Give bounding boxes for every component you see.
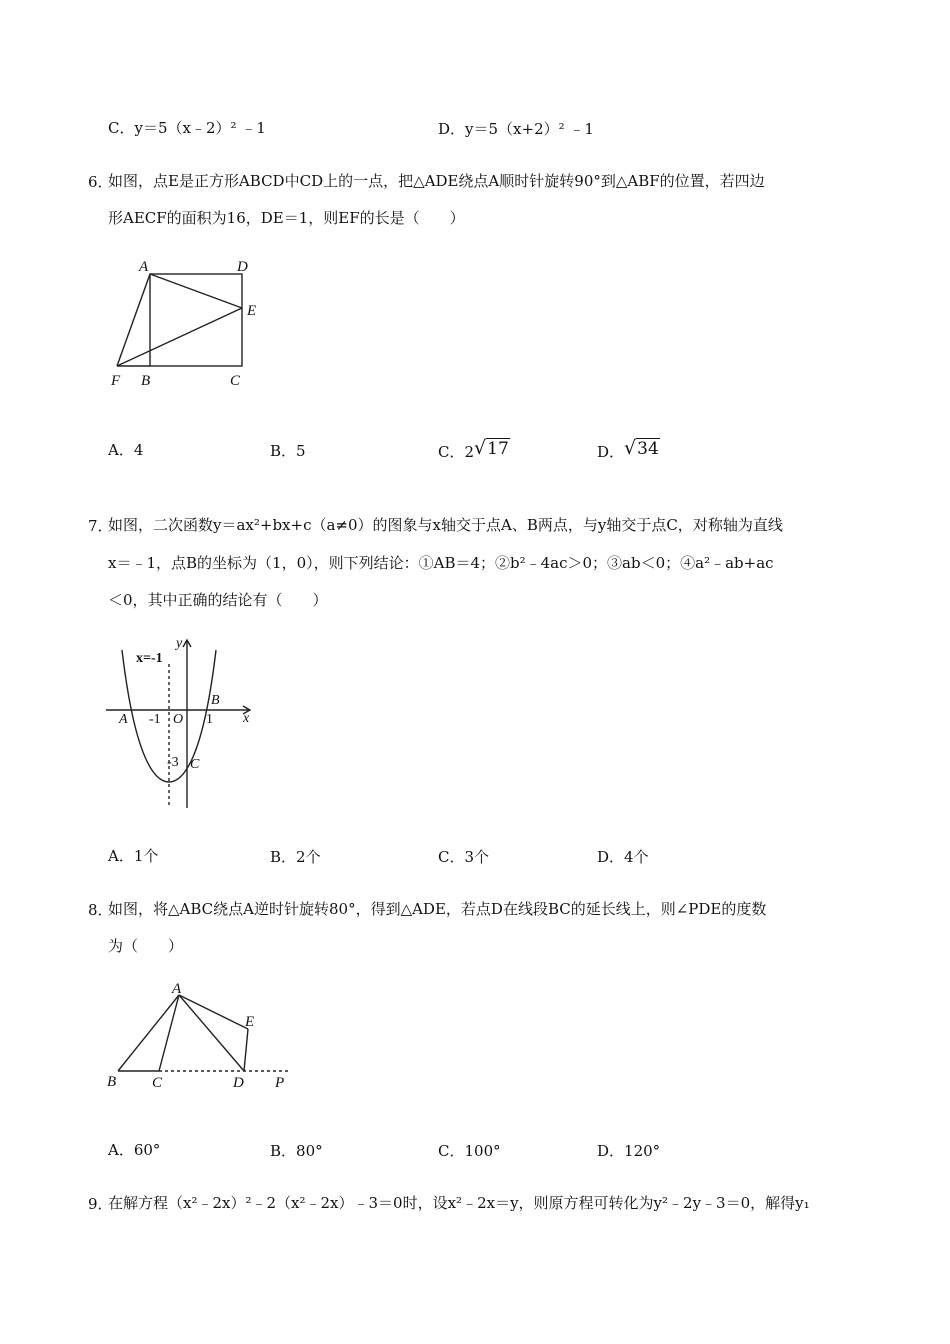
q7-label-b: B [211, 693, 220, 708]
q7-label-neg3: -3 [167, 755, 179, 770]
q6-label-c: C [230, 373, 241, 389]
q8-option-c-value: 100° [464, 1142, 501, 1160]
q7-text-line3: ＜0，其中正确的结论有（ ） [108, 591, 328, 609]
q6-number: 6． [88, 173, 113, 191]
q6-option-d[interactable] [597, 437, 660, 462]
q6-segment-ae [150, 274, 242, 308]
q7-label-o: O [173, 712, 184, 727]
q7-label-a: A [119, 712, 128, 727]
q7-text-line1: 如图，二次函数y＝ax²+bx+c（a≠0）的图象与x轴交于点A、B两点，与y轴交于点C，对称轴为直线 [108, 516, 783, 534]
q5-option-c[interactable] [108, 119, 266, 137]
q7-option-b-label: B． [270, 848, 297, 866]
q6-option-d-label: D． [597, 443, 625, 461]
q9-text-line1: 在解方程（x²﹣2x）²﹣2（x²﹣2x）﹣3＝0时，设x²﹣2x＝y，则原方程可转化为y²﹣2y﹣3＝0，解得y₁ [108, 1194, 810, 1212]
q6-option-b-label: B． [270, 442, 297, 460]
q5-options [108, 118, 266, 138]
q6-segment-fe [117, 308, 242, 366]
q5-option-d-expr: y＝5（x+2）² ﹣1 [465, 120, 594, 138]
q6-option-a-label: A． [108, 441, 134, 459]
q7-option-c[interactable] [438, 846, 489, 867]
q7-label-symmetry: x=-1 [136, 651, 163, 666]
q8-option-d-value: 120° [624, 1142, 661, 1160]
q7-label-c: C [190, 757, 200, 772]
q8-text-line1: 如图，将△ABC绕点A逆时针旋转80°，得到△ADE，若点D在线段BC的延长线上，则∠PDE的度数 [108, 900, 767, 918]
q8-option-b-value: 80° [296, 1142, 323, 1160]
q6-label-f: F [111, 373, 121, 389]
q6-figure [105, 252, 275, 392]
q8-label-e: E [245, 1014, 255, 1030]
q6-option-c[interactable] [438, 437, 510, 462]
q7-option-b-value: 2个 [296, 848, 321, 866]
q7-option-d-value: 4个 [624, 848, 649, 866]
q8-option-b[interactable] [270, 1140, 323, 1161]
q7-figure [100, 630, 270, 815]
q6-label-a: A [139, 259, 149, 275]
q7-option-a-label: A． [108, 847, 134, 865]
sqrt-icon: √ [624, 437, 637, 459]
q6-option-c-radicand: 17 [487, 439, 509, 459]
q5-option-d[interactable] [438, 118, 594, 139]
q7-label-neg1: -1 [149, 712, 161, 727]
q6-segment-af [117, 274, 150, 366]
q6-option-d-radicand: 34 [637, 439, 659, 459]
q6-label-d: D [237, 259, 248, 275]
q6-option-a-value: 4 [133, 441, 144, 459]
q5-option-d-label: D． [438, 120, 466, 138]
q8-label-c: C [152, 1075, 163, 1091]
q6-label-e: E [247, 303, 257, 319]
q8-segment-ab [118, 995, 179, 1071]
q8-label-d: D [233, 1075, 244, 1091]
q8-figure [100, 975, 300, 1095]
q7-option-b[interactable] [270, 846, 321, 867]
q7-option-d-label: D． [597, 848, 625, 866]
q7-option-a[interactable] [108, 846, 158, 866]
q8-option-a-value: 60° [133, 1141, 161, 1159]
q7-label-x: x [243, 711, 250, 726]
q8-number: 8． [88, 901, 113, 919]
q8-label-b: B [107, 1074, 117, 1090]
q8-segment-de [244, 1029, 248, 1071]
q7-option-a-value: 1个 [133, 847, 159, 865]
q6-option-b-value: 5 [296, 442, 306, 460]
q8-option-c-label: C． [438, 1142, 465, 1160]
q5-option-c-expr: y＝5（x﹣2）² ﹣1 [134, 119, 266, 137]
q7-option-c-label: C． [438, 848, 465, 866]
q6-text-line2: 形AECF的面积为16，DE＝1，则EF的长是（ ） [108, 209, 465, 227]
q6-option-c-label: C． [438, 443, 465, 461]
sqrt-icon: √ [474, 437, 487, 459]
q8-option-d[interactable] [597, 1140, 660, 1161]
q6-label-b: B [141, 373, 151, 389]
q6-text-line1: 如图，点E是正方形ABCD中CD上的一点，把△ADE绕点A顺时针旋转90°到△ABF的位置，若四边 [108, 172, 765, 190]
q8-label-p: P [275, 1075, 285, 1091]
q8-option-a[interactable] [108, 1140, 160, 1160]
q8-option-a-label: A． [108, 1141, 134, 1159]
q7-label-y: y [176, 636, 183, 651]
q6-option-a[interactable] [108, 440, 143, 460]
q6-option-c-coef: 2 [464, 443, 475, 461]
q6-option-b[interactable] [270, 440, 306, 461]
q7-label-one: 1 [206, 712, 213, 727]
q8-option-c[interactable] [438, 1140, 501, 1161]
q8-text-line2: 为（ ） [108, 937, 184, 955]
q8-option-d-label: D． [597, 1142, 625, 1160]
q8-option-b-label: B． [270, 1142, 297, 1160]
q7-number: 7． [88, 517, 113, 535]
q5-option-c-label: C． [108, 119, 135, 137]
q7-option-d[interactable] [597, 846, 649, 867]
q7-text-line2: x＝﹣1，点B的坐标为（1，0），则下列结论：①AB＝4；②b²﹣4ac＞0；③ab＜0；④a²﹣ab+ac [108, 554, 774, 572]
q8-segment-ae [179, 995, 248, 1029]
q8-label-a: A [172, 981, 182, 997]
q8-segment-ad [179, 995, 244, 1071]
q7-option-c-value: 3个 [464, 848, 490, 866]
q6-square [150, 274, 242, 366]
q9-number: 9． [88, 1195, 113, 1213]
